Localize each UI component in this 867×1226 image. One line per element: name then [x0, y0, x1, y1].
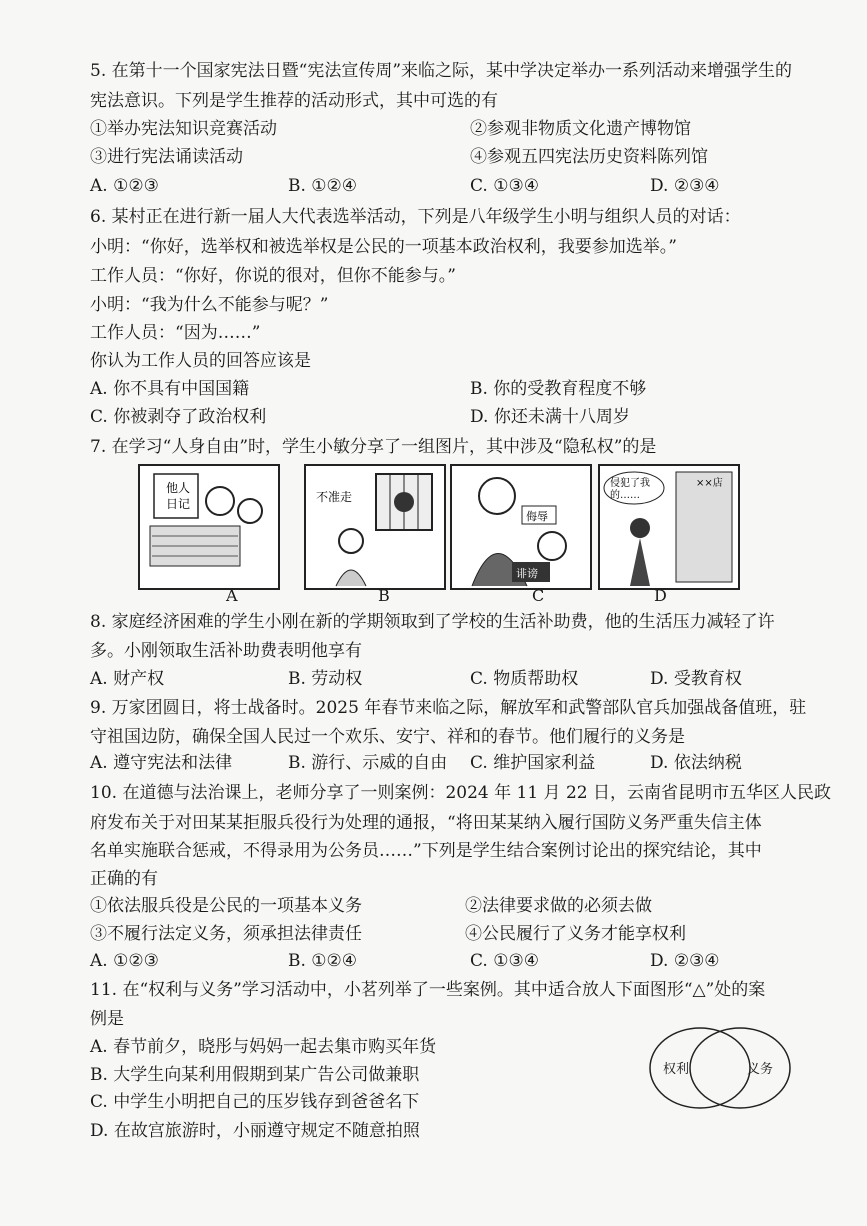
q7-c-caption-2: 诽谤	[516, 567, 538, 580]
q6-dialog-3: 小明：“我为什么不能参与呢？”	[90, 295, 329, 315]
q5-item-3: ③进行宪法诵读活动	[90, 147, 243, 167]
q5-item-2: ②参观非物质文化遗产博物馆	[470, 119, 691, 139]
confinement-cartoon-illustration	[306, 466, 444, 588]
q7-label-a: A	[226, 586, 238, 605]
diary-cartoon-illustration	[140, 466, 278, 588]
portrait-cartoon-illustration	[600, 466, 738, 588]
q7-label-d: D	[654, 586, 667, 605]
q11-option-c: C. 中学生小明把自己的压岁钱存到爸爸名下	[90, 1092, 420, 1112]
q10-option-b: B. ①②④	[288, 951, 358, 971]
q6-dialog-4: 工作人员：“因为……”	[90, 323, 261, 343]
q6-stem: 6. 某村正在进行新一届人大代表选举活动，下列是八年级学生小明与组织人员的对话：	[90, 207, 741, 227]
q7-picture-a	[138, 464, 280, 590]
q9-option-b: B. 游行、示威的自由	[288, 753, 448, 773]
q7-d-caption-1a: 侵犯了我	[610, 478, 650, 489]
q8-option-d: D. 受教育权	[650, 669, 742, 689]
q6-dialog-5: 你认为工作人员的回答应该是	[90, 351, 311, 371]
q7-a-caption-2: 日记	[166, 497, 191, 511]
q10-item-2: ②法律要求做的必须去做	[465, 896, 652, 916]
q10-item-4: ④公民履行了义务才能享权利	[465, 924, 686, 944]
q8-stem-line1: 8. 家庭经济困难的学生小刚在新的学期领取到了学校的生活补助费，他的生活压力减轻了许	[90, 612, 775, 632]
q10-stem-line3: 名单实施联合惩戒，不得录用为公务员……”下列是学生结合案例讨论出的探究结论，其中	[90, 841, 762, 861]
q7-stem: 7. 在学习“人身自由”时，学生小敏分享了一组图片，其中涉及“隐私权”的是	[90, 437, 657, 457]
q9-option-a: A. 遵守宪法和法律	[90, 753, 233, 773]
q7-label-c: C	[532, 586, 545, 605]
q7-b-caption: 不准走	[316, 490, 353, 504]
q6-dialog-1: 小明：“你好，选举权和被选举权是公民的一项基本政治权利，我要参加选举。”	[90, 237, 677, 257]
q9-option-c: C. 维护国家利益	[470, 753, 596, 773]
q5-item-1: ①举办宪法知识竞赛活动	[90, 119, 277, 139]
q11-stem-line2: 例是	[90, 1009, 124, 1029]
q7-label-b: B	[378, 586, 390, 605]
q10-stem-line1: 10. 在道德与法治课上，老师分享了一则案例：2024 年 11 月 22 日，云南省昆明市五华区人民政	[90, 783, 831, 803]
q10-item-1: ①依法服兵役是公民的一项基本义务	[90, 896, 362, 916]
q6-dialog-2: 工作人员：“你好，你说的很对，但你不能参与。”	[90, 266, 456, 286]
q8-option-c: C. 物质帮助权	[470, 669, 579, 689]
q10-item-3: ③不履行法定义务，须承担法律责任	[90, 924, 362, 944]
q6-option-c: C. 你被剥夺了政治权利	[90, 407, 267, 427]
q9-option-d: D. 依法纳税	[650, 753, 742, 773]
q8-stem-line2: 多。小刚领取生活补助费表明他享有	[90, 641, 362, 661]
q7-picture-row	[138, 464, 798, 604]
q11-option-d: D. 在故宫旅游时，小丽遵守规定不随意拍照	[90, 1121, 420, 1141]
q7-d-caption-2: ××店	[696, 478, 723, 489]
q5-option-c: C. ①③④	[470, 176, 539, 196]
venn-left-label: 权利	[663, 1062, 690, 1077]
q8-option-b: B. 劳动权	[288, 669, 363, 689]
q8-option-a: A. 财产权	[90, 669, 165, 689]
q5-option-b: B. ①②④	[288, 176, 358, 196]
q7-c-caption-1: 侮辱	[526, 510, 548, 523]
q10-stem-line2: 府发布关于对田某某拒服兵役行为处理的通报，“将田某某纳入履行国防义务严重失信主体	[90, 813, 762, 833]
q10-stem-line4: 正确的有	[90, 869, 158, 889]
q10-option-d: D. ②③④	[650, 951, 720, 971]
q6-option-a: A. 你不具有中国国籍	[90, 379, 250, 399]
q10-option-a: A. ①②③	[90, 951, 159, 971]
q7-d-caption-1b: 的……	[610, 490, 640, 501]
q11-option-b: B. 大学生向某利用假期到某广告公司做兼职	[90, 1065, 420, 1085]
q5-stem-line1: 5. 在第十一个国家宪法日暨“宪法宣传周”来临之际，某中学决定举办一系列活动来增强学生的	[90, 61, 793, 81]
q11-stem-line1: 11. 在“权利与义务”学习活动中，小茗列举了一些案例。其中适合放人下面图形“△”处的案	[90, 980, 766, 1000]
q6-option-d: D. 你还未满十八周岁	[470, 407, 630, 427]
q7-a-caption-1: 他人	[166, 481, 191, 495]
q7-picture-d	[598, 464, 740, 590]
q10-option-c: C. ①③④	[470, 951, 539, 971]
q11-option-a: A. 春节前夕，晓彤与妈妈一起去集市购买年货	[90, 1037, 437, 1057]
q5-stem-line2: 宪法意识。下列是学生推荐的活动形式，其中可选的有	[90, 91, 498, 111]
insult-cartoon-illustration	[452, 466, 590, 588]
q5-option-d: D. ②③④	[650, 176, 720, 196]
q9-stem-line2: 守祖国边防，确保全国人民过一个欢乐、安宁、祥和的春节。他们履行的义务是	[90, 727, 685, 747]
q5-option-a: A. ①②③	[90, 176, 159, 196]
q7-picture-c	[450, 464, 592, 590]
rights-duties-venn-diagram	[645, 1018, 795, 1118]
q5-item-4: ④参观五四宪法历史资料陈列馆	[470, 147, 708, 167]
q9-stem-line1: 9. 万家团圆日，将士战备时。2025 年春节来临之际，解放军和武警部队官兵加强战备值班，驻	[90, 698, 807, 718]
venn-right-label: 义务	[747, 1062, 774, 1077]
q6-option-b: B. 你的受教育程度不够	[470, 379, 647, 399]
q7-picture-b	[304, 464, 446, 590]
